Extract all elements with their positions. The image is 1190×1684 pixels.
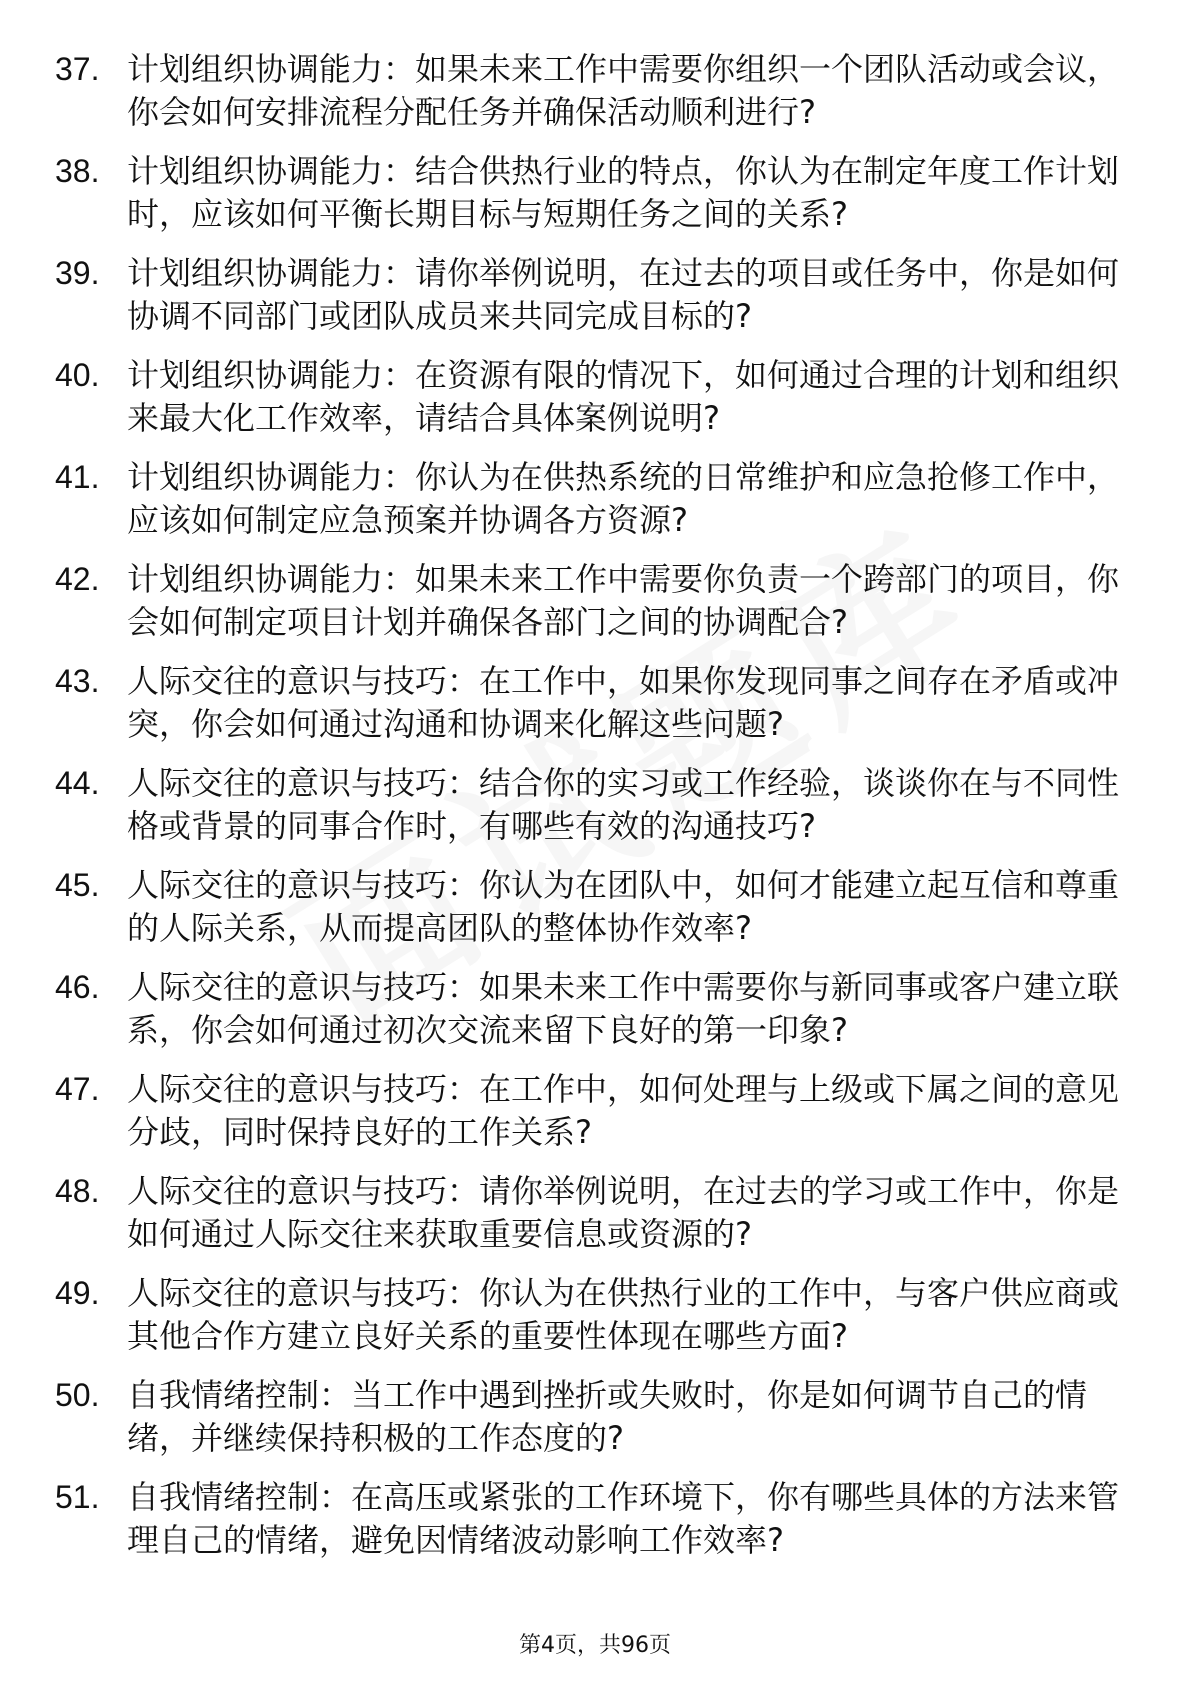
question-number: 48. bbox=[55, 1173, 100, 1209]
question-text: 计划组织协调能力：你认为在供热系统的日常维护和应急抢修工作中，应该如何制定应急预案并协调各方资源? bbox=[127, 458, 1120, 539]
question-number: 49. bbox=[55, 1275, 100, 1311]
question-item bbox=[55, 660, 1135, 762]
page-footer: 第4页，共96页 bbox=[519, 1633, 671, 1658]
question-item bbox=[55, 1170, 1135, 1272]
question-number: 41. bbox=[55, 459, 100, 495]
question-text: 人际交往的意识与技巧：你认为在供热行业的工作中，与客户供应商或其他合作方建立良好关系的重要性体现在哪些方面? bbox=[127, 1274, 1120, 1355]
question-text: 人际交往的意识与技巧：在工作中，如何处理与上级或下属之间的意见分歧，同时保持良好的工作关系? bbox=[127, 1070, 1120, 1151]
question-item bbox=[55, 762, 1135, 864]
question-text: 自我情绪控制：当工作中遇到挫折或失败时，你是如何调节自己的情绪，并继续保持积极的工作态度的? bbox=[127, 1376, 1088, 1457]
question-item bbox=[55, 150, 1135, 252]
question-text: 计划组织协调能力：结合供热行业的特点，你认为在制定年度工作计划时，应该如何平衡长期目标与短期任务之间的关系? bbox=[127, 152, 1120, 233]
question-text: 计划组织协调能力：在资源有限的情况下，如何通过合理的计划和组织来最大化工作效率，请结合具体案例说明? bbox=[127, 356, 1120, 437]
question-text: 人际交往的意识与技巧：在工作中，如果你发现同事之间存在矛盾或冲突，你会如何通过沟通和协调来化解这些问题? bbox=[127, 662, 1120, 743]
question-number: 42. bbox=[55, 561, 100, 597]
question-text: 自我情绪控制：在高压或紧张的工作环境下，你有哪些具体的方法来管理自己的情绪，避免因情绪波动影响工作效率? bbox=[127, 1478, 1120, 1559]
question-item bbox=[55, 1374, 1135, 1476]
question-number: 43. bbox=[55, 663, 100, 699]
question-number: 50. bbox=[55, 1377, 100, 1413]
question-item bbox=[55, 864, 1135, 966]
question-text: 计划组织协调能力：如果未来工作中需要你组织一个团队活动或会议，你会如何安排流程分配任务并确保活动顺利进行? bbox=[127, 50, 1120, 131]
question-item bbox=[55, 354, 1135, 456]
question-list bbox=[55, 48, 1135, 1578]
question-item bbox=[55, 1272, 1135, 1374]
question-number: 44. bbox=[55, 765, 100, 801]
question-item bbox=[55, 966, 1135, 1068]
question-text: 人际交往的意识与技巧：请你举例说明，在过去的学习或工作中，你是如何通过人际交往来获取重要信息或资源的? bbox=[127, 1172, 1120, 1253]
question-number: 51. bbox=[55, 1479, 100, 1515]
question-item bbox=[55, 48, 1135, 150]
question-item bbox=[55, 1068, 1135, 1170]
question-text: 人际交往的意识与技巧：你认为在团队中，如何才能建立起互信和尊重的人际关系，从而提高团队的整体协作效率? bbox=[127, 866, 1120, 947]
question-item bbox=[55, 252, 1135, 354]
question-text: 计划组织协调能力：如果未来工作中需要你负责一个跨部门的项目，你会如何制定项目计划并确保各部门之间的协调配合? bbox=[127, 560, 1120, 641]
question-number: 37. bbox=[55, 51, 100, 87]
question-text: 人际交往的意识与技巧：如果未来工作中需要你与新同事或客户建立联系，你会如何通过初次交流来留下良好的第一印象? bbox=[127, 968, 1120, 1049]
question-item bbox=[55, 558, 1135, 660]
question-text: 人际交往的意识与技巧：结合你的实习或工作经验，谈谈你在与不同性格或背景的同事合作时，有哪些有效的沟通技巧? bbox=[127, 764, 1120, 845]
question-item bbox=[55, 456, 1135, 558]
question-number: 47. bbox=[55, 1071, 100, 1107]
question-item bbox=[55, 1476, 1135, 1578]
question-number: 39. bbox=[55, 255, 100, 291]
question-number: 46. bbox=[55, 969, 100, 1005]
question-number: 40. bbox=[55, 357, 100, 393]
question-text: 计划组织协调能力：请你举例说明，在过去的项目或任务中，你是如何协调不同部门或团队成员来共同完成目标的? bbox=[127, 254, 1120, 335]
question-number: 45. bbox=[55, 867, 100, 903]
question-number: 38. bbox=[55, 153, 100, 189]
